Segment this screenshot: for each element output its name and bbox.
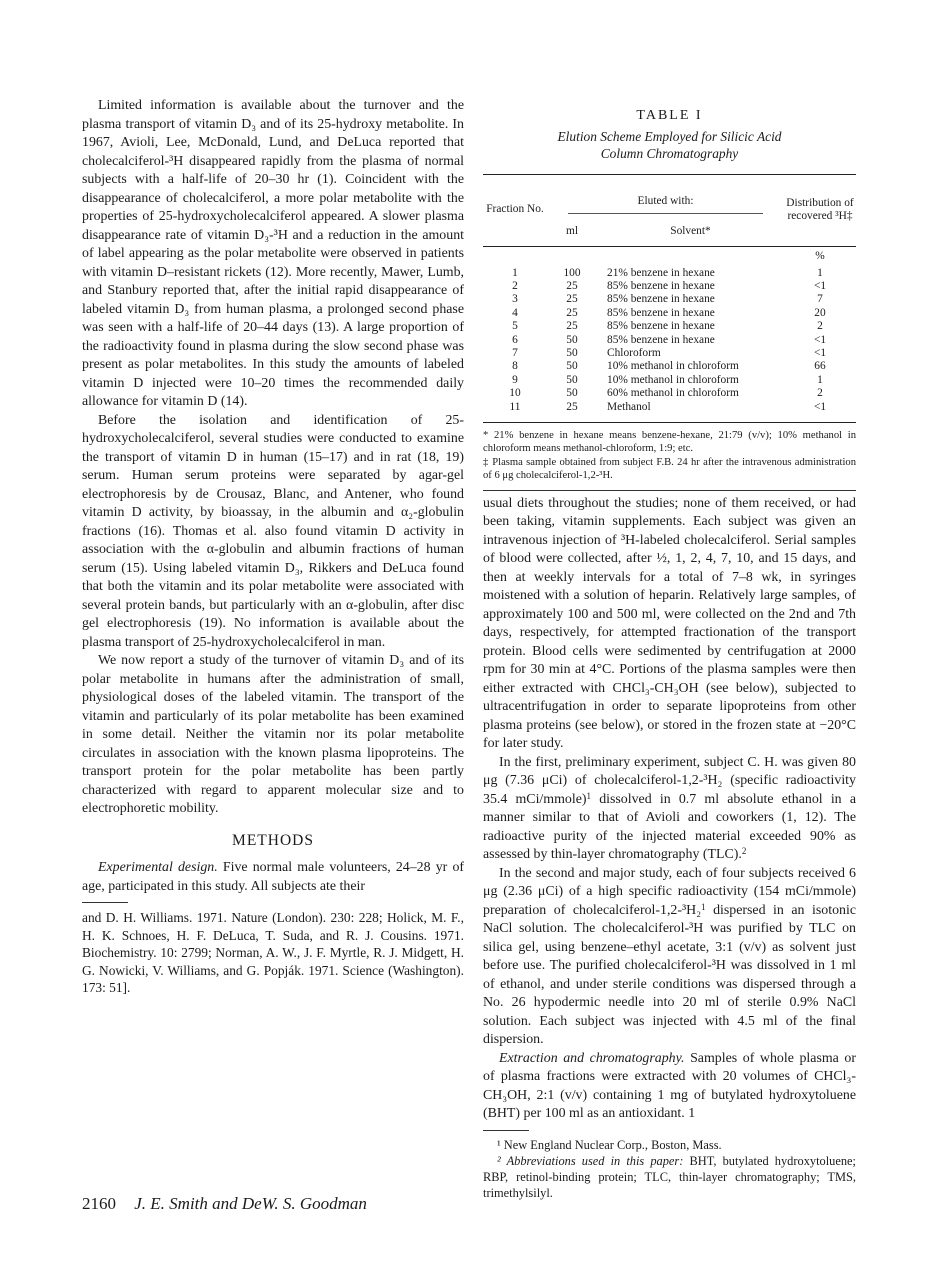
extraction-paragraph: Extraction and chromatography. Samples of whole plasma or of plasma fractions were extracted with 20 volumes of CHCl₃-CH₃OH, 2:1 (v/v) containing 1 mg of butylated hydroxytoluene (BHT) per 100 ml as an antioxidant. 1	[483, 1050, 856, 1122]
cell-solvent: 21% benzene in hexane	[607, 266, 715, 279]
cell-ml: 25	[566, 306, 578, 319]
elution-table	[483, 174, 856, 423]
cell-ml: 100	[563, 266, 581, 279]
footnote-1: ¹ New England Nuclear Corp., Boston, Mass.	[497, 1137, 722, 1152]
intro-paragraph-3: We now report a study of the turnover of vitamin D₃ and of its polar metabolite in humans after the administration of small, physiological doses of the labeled vitamin. The transport of the vitamin and particularly of its polar metabolite has been examined in some detail. Neither the vitamin nor its polar metabolite circulates in association with the known plasma lipoproteins. The transport protein for the polar metabolite has been partly characterized with regard to apparent molecular size and to electrophoretic mobility.	[82, 653, 464, 816]
table-caption-line-1: Elution Scheme Employed for Silicic Acid	[557, 128, 782, 144]
cell-solvent: 85% benzene in hexane	[607, 293, 715, 306]
running-authors: J. E. Smith and DeW. S. Goodman	[134, 1194, 367, 1213]
cell-distribution: 2	[817, 320, 823, 333]
methods-heading: METHODS	[232, 831, 314, 849]
header-unit: %	[815, 249, 825, 262]
table-row	[483, 320, 856, 333]
cell-fraction: 5	[512, 320, 518, 333]
page-number: 2160	[82, 1194, 116, 1213]
cell-fraction: 2	[512, 279, 518, 292]
page-footer	[82, 1194, 582, 1214]
cell-fraction: 11	[509, 400, 521, 413]
cell-solvent: 85% benzene in hexane	[607, 333, 715, 346]
cell-fraction: 6	[512, 333, 518, 346]
cell-ml: 50	[566, 346, 578, 359]
cell-distribution: 66	[814, 360, 826, 373]
table-footnote-dagger: ‡ Plasma sample obtained from subject F.B. 24 hr after the intravenous administration of 6 μg cholecalciferol-1,2-³H.	[483, 456, 856, 482]
cell-fraction: 9	[512, 373, 518, 386]
header-ml: ml	[565, 224, 579, 237]
table-caption	[483, 128, 856, 162]
experimental-design-label: Experimental design.	[98, 860, 218, 875]
diet-paragraph: usual diets throughout the studies; none of them received, or had been taking, vitamin supplements. Each subject was given an intravenous injection of ³H-labeled cholecalciferol. Serial samples of blood were collected, after ½, 1, 2, 4, 7, 10, and 15 days, and then at weekly intervals for a total of 7–8 wk, in syringes moistened with a solution of heparin. Relatively large samples, of approximately 100 and 500 ml, were collected on the 2nd and 7th days, respectively, for attempted fractionation of the transport protein. Blood cells were sedimented by centrifugation at 2000 rpm for 30 min at 4°C. Portions of the plasma samples were then either extracted with CHCl₃-CH₃OH (see below), subjected to ultracentrifugation in order to separate lipoproteins from other plasma proteins (see below), or stored in the frozen state at −20°C for later study.	[483, 495, 856, 752]
cell-ml: 50	[566, 387, 578, 400]
table-body	[483, 267, 856, 414]
cell-distribution: 1	[817, 373, 823, 386]
footnote-2: ² Abbreviations used in this paper: BHT, butylated hydroxytoluene; RBP, retinol-binding protein; TLC, thin-layer chromatography; TMS, trimethylsilyl.	[483, 1153, 856, 1200]
table-row	[483, 360, 856, 373]
cell-fraction: 7	[512, 346, 518, 359]
cell-fraction: 4	[512, 306, 518, 319]
cell-ml: 25	[566, 279, 578, 292]
cell-solvent: Methanol	[607, 400, 651, 413]
cell-solvent: 10% methanol in chloroform	[607, 360, 739, 373]
table-footnote-star: * 21% benzene in hexane means benzene-hexane, 21:79 (v/v); 10% methanol in chloroform means methanol-chloroform, 1:9; etc.	[483, 429, 856, 455]
cell-distribution: 1	[817, 266, 823, 279]
header-eluted-with: Eluted with:	[547, 174, 784, 218]
cell-solvent: Chloroform	[607, 346, 661, 359]
preliminary-experiment-paragraph: In the first, preliminary experiment, subject C. H. was given 80 μg (7.36 μCi) of cholecalciferol-1,2-³H₂ (specific radioactivity 35.4 mCi/mmole)$^1$ dissolved in 0.7 ml absolute ethanol in a manner similar to that of Avioli and coworkers (1, 12). The radioactive purity of the injected material exceeded 90% as assessed by thin-layer chromatography (TLC).$^2$	[483, 754, 856, 863]
extraction-label: Extraction and chromatography.	[499, 1050, 685, 1066]
table-row	[483, 293, 856, 306]
cell-ml: 50	[566, 373, 578, 386]
cell-fraction: 8	[512, 360, 518, 373]
major-study-paragraph: In the second and major study, each of four subjects received 6 μg (2.36 μCi) of a high specific radioactivity (154 mCi/mmole) preparation of cholecalciferol-1,2-³H₂$^1$ dispersed in an isotonic NaCl solution. The cholecalciferol-³H was purified by TLC on silica gel, using benzene–ethyl acetate, 3:1 (v/v) as solvent just before use. The purified cholecalciferol-³H was dissolved in 1 ml of ethanol, and under sterile conditions was dispersed through a No. 26 hypodermic needle into 20 ml of sterile 0.9% NaCl solution. Each subject was injected with 4.5 ml of the final dispersion.	[483, 865, 856, 1048]
right-footnote-divider	[483, 1130, 529, 1131]
reference-continuation: and D. H. Williams. 1971. Nature (London). 230: 228; Holick, M. F., H. K. Schnoes, H. F. DeLuca, T. Suda, and R. J. Cousins. 1971. Biochemistry. 10: 2799; Norman, A. W., J. F. Myrtle, R. J. Midgett, H. G. Nowicki, V. Williams, and G. Popják. 1971. Science (Washington). 173: 51].	[82, 910, 464, 995]
cell-distribution: <1	[813, 346, 827, 359]
cell-ml: 50	[566, 333, 578, 346]
table-caption-line-2: Column Chromatography	[600, 145, 739, 161]
table-title: TABLE I	[636, 108, 703, 123]
cell-ml: 25	[566, 320, 578, 333]
footnote-divider	[82, 902, 128, 903]
cell-distribution: <1	[813, 400, 827, 413]
intro-paragraph-2: Before the isolation and identification of 25-hydroxycholecalciferol, several studies were conducted to examine the transport of vitamin D in human (15–17) and in rat (18, 19) serum. Human serum proteins were separated by agar-gel electrophoresis by de Crousaz, Blanc, and Antener, who found vitamin D activity, by bioassay, in the albumin and α₂-globulin fractions (16). Thomas et al. also found vitamin D activity in association with the α-globulin and albumin fractions of human serum (15). Using labeled vitamin D₃, Rikkers and DeLuca found that both the vitamin and its polar metabolite were associated with several protein bands, but particularly with an α-globulin, after disc gel electrophoresis (19). No information is available about the plasma transport of 25-hydroxycholecalciferol in man.	[82, 412, 464, 650]
experimental-design-paragraph	[82, 859, 464, 896]
cell-solvent: 60% methanol in chloroform	[607, 387, 739, 400]
table-row	[483, 401, 856, 414]
cell-solvent: 10% methanol in chloroform	[607, 373, 739, 386]
table-row	[483, 374, 856, 387]
cell-ml: 25	[566, 293, 578, 306]
table-row	[483, 307, 856, 320]
header-solvent: Solvent*	[670, 224, 711, 237]
cell-solvent: 85% benzene in hexane	[607, 320, 715, 333]
left-column	[82, 97, 464, 997]
cell-solvent: 85% benzene in hexane	[607, 279, 715, 292]
cell-distribution: 7	[817, 293, 823, 306]
cell-fraction: 1	[512, 266, 518, 279]
table-row	[483, 347, 856, 360]
cell-ml: 25	[566, 400, 578, 413]
cell-distribution: <1	[813, 333, 827, 346]
cell-fraction: 10	[509, 387, 521, 400]
table-row	[483, 334, 856, 347]
cell-solvent: 85% benzene in hexane	[607, 306, 715, 319]
cell-distribution: 20	[814, 306, 826, 319]
table-bottom-rule	[483, 490, 856, 491]
header-fraction: Fraction No.	[486, 203, 544, 216]
table-row	[483, 387, 856, 400]
right-column	[483, 97, 856, 1201]
cell-ml: 50	[566, 360, 578, 373]
table-1	[483, 107, 856, 491]
header-distribution: Distribution of recovered ³H‡	[786, 196, 854, 222]
table-row	[483, 280, 856, 293]
cell-fraction: 3	[512, 293, 518, 306]
experimental-design-text: Five normal male volunteers, 24–28 yr of age, participated in this study. All subjects ate their	[82, 860, 465, 894]
cell-distribution: 2	[817, 387, 823, 400]
intro-paragraph-1: Limited information is available about the turnover and the plasma transport of vitamin D₃ and of its 25-hydroxy metabolite. In 1967, Avioli, Lee, McDonald, Lund, and DeLuca reported that cholecalciferol-³H disappeared rapidly from the plasma of normal subjects with a half-life of 20–30 hr (1). Coincident with the disappearance of cholecalciferol, a more polar metabolite with the properties of 25-hydroxycholecalciferol appeared. A slower plasma disappearance rate of vitamin D₃-³H and a reduction in the amount of label appearing as the polar metabolite were observed in patients with vitamin D–resistant rickets (12). More recently, Mawer, Lumb, and Stanbury reported that, after the initial rapid disappearance of labeled vitamin D₃ from human plasma, a prolonged second phase was seen with a half-life of 20–44 days (13). A large proportion of the radioactivity found in plasma during the slow second phase was present as polar metabolites. In this study the amounts of labeled vitamin D injected were 10–20 times the recommended daily allowance for vitamin D (14).	[82, 98, 464, 409]
cell-distribution: <1	[813, 279, 827, 292]
table-row	[483, 267, 856, 280]
